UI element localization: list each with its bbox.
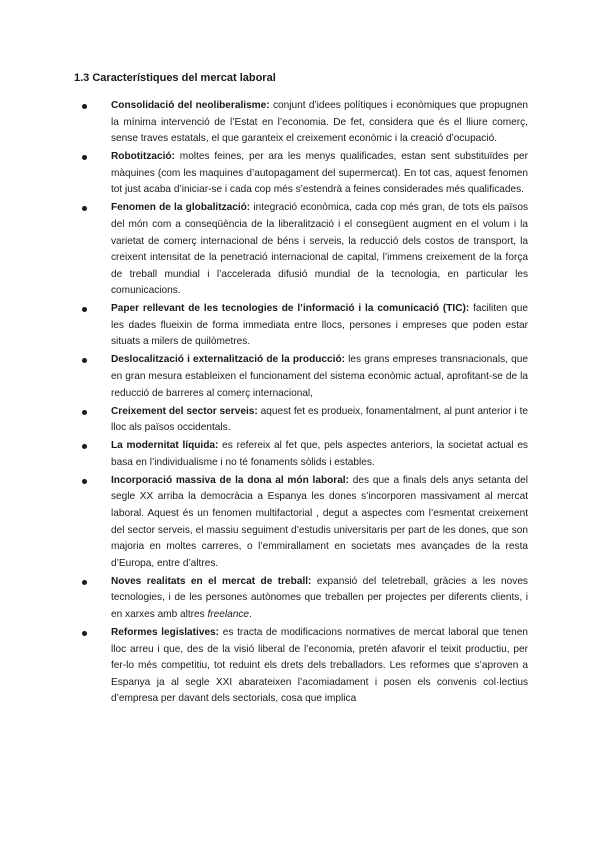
item-term: Robotització:: [111, 151, 175, 163]
item-term: Creixement del sector serveis:: [111, 405, 258, 417]
bullet-icon: [82, 307, 87, 312]
item-text: es refereix al fet que, pels aspectes anteriors, la societat actual es basa en l’individualisme i no té fonaments sòlids i estables.: [111, 440, 528, 468]
bullet-icon: [82, 444, 87, 449]
item-text: es tracta de modificacions normatives de mercat laboral que tenen lloc arreu i que, des de la visió liberal de l’economia, pretén afavorir el teixit productiu, per fer-lo més competitiu, tot reduint els drets dels treballadors. Les reformes que s’aproven a Espanya ja al segle XXI abarateixen l’acomiadament i posen els convenis col·lectius d’empresa per davant dels sectorials, cosa que implica: [111, 626, 529, 705]
item-text: conjunt d’idees polítiques i econòmiques que propugnen la mínima intervenció de l’Estat en l’economia. De fet, considera que és el lliure comerç, sense traves estatals, el que garanteix el creixement econòmic i la creació d’ocupació.: [111, 100, 528, 145]
item-term: Noves realitats en el mercat de treball:: [111, 575, 312, 587]
list-item: [74, 473, 528, 573]
list-item: [74, 200, 528, 300]
item-text: les grans empreses transnacionals, que en gran mesura estableixen el funcionament del sistema econòmic actual, aprofitant-se de la reducció de barreres al comerç internacional,: [111, 354, 528, 399]
item-term: Consolidació del neoliberalisme:: [111, 100, 270, 111]
item-term: Incorporació massiva de la dona al món laboral:: [111, 474, 349, 486]
bullet-icon: [82, 358, 87, 363]
item-text: faciliten que les dades flueixin de forma immediata entre llocs, persones i empreses que poden estar situats a milers de quilòmetres.: [111, 303, 528, 348]
list-item: [74, 438, 528, 471]
item-text: aquest fet es produeix, fonamentalment, al punt anterior i te lloc als països occidentals.: [111, 405, 528, 434]
item-italic-text: freelance: [207, 608, 250, 620]
item-term: Deslocalització i externalització de la producció:: [111, 354, 345, 366]
bullet-icon: [82, 580, 87, 585]
item-term: La modernitat líquida:: [111, 440, 219, 452]
list-item: [74, 404, 528, 437]
list-item: [74, 352, 528, 402]
list-item: [74, 301, 528, 351]
item-term: Reformes legislatives:: [111, 626, 220, 638]
bullet-icon: [82, 206, 87, 211]
characteristics-list: [74, 98, 528, 709]
bullet-icon: [82, 479, 87, 484]
section-title: 1.3 Característiques del mercat laboral: [74, 72, 276, 84]
item-term: Paper rellevant de les tecnologies de l’informació i la comunicació (TIC):: [111, 303, 470, 315]
list-item: [74, 149, 528, 199]
list-item: [74, 98, 528, 148]
list-item: [74, 625, 528, 708]
item-text: expansió del teletreball, gràcies a les noves tecnologies, i de les persones autònomes que treballen per projectes per diferents clients, i en xarxes amb altres: [111, 575, 528, 620]
item-term: Fenomen de la globalització:: [111, 202, 251, 214]
item-text: moltes feines, per ara les menys qualificades, estan sent substituïdes per màquines (com les maquines d’autopagament del supermercat). En tot cas, aquest fenomen tot just acaba d’iniciar-se i cada cop més s’estendrà a feines considerades més qualificades.: [111, 151, 528, 196]
bullet-icon: [82, 410, 87, 415]
bullet-icon: [82, 155, 87, 160]
list-item: [74, 574, 528, 624]
item-text: des que a finals dels anys setanta del segle XX arriba la democràcia a Espanya les dones s’incorporen massivament al mercat laboral. Aquest és un fenomen multifactorial , degut a aspectes com l’esmentat creixement del sector serveis, el massiu seguiment d’estudis universitaris per part de les dones, que son majoria en moltes carreres, o l’emmirallament en societats mes avançades de la resta d’Europa, entre d’altres.: [111, 474, 528, 569]
item-text: integració econòmica, cada cop més gran, de tots els països del món com a conseqüència de la liberalització i el consegüent augment en el volum i la varietat de comerç internacional de béns i serveis, la reducció dels costos de transport, la creixent intensitat de la penetració internacional de capital, l’immens creixement de la força de treball mundial i l’accelerada difusió mundial de la tecnologia, en particular les comunicacions.: [111, 202, 528, 297]
item-tail-text: .: [249, 608, 252, 620]
bullet-icon: [82, 104, 87, 109]
bullet-icon: [82, 631, 87, 636]
